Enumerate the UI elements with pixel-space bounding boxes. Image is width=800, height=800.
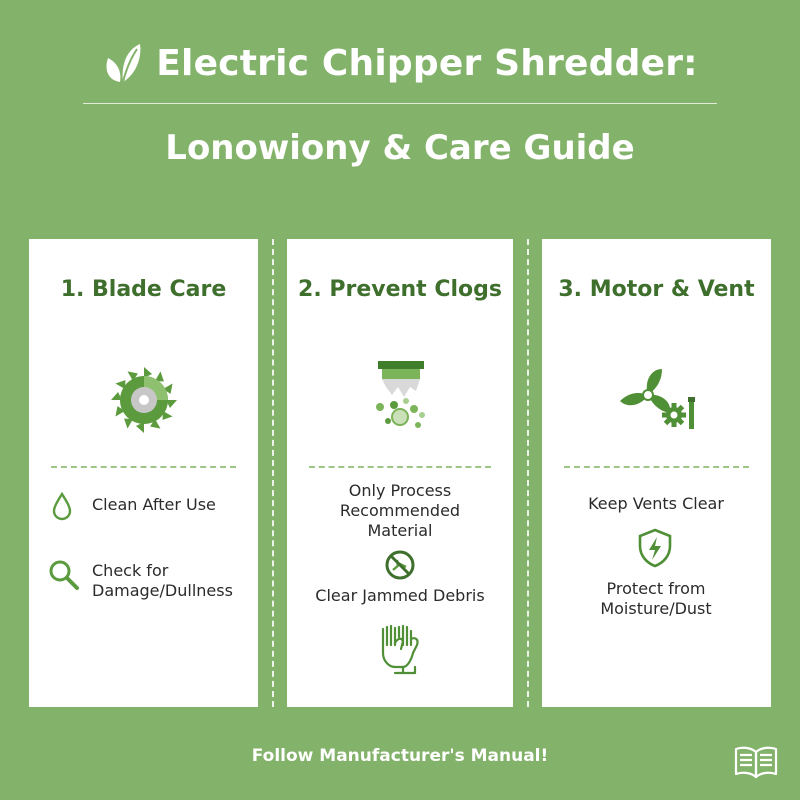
panel-heading: 1. Blade Care (60, 277, 227, 302)
title-divider (83, 103, 717, 104)
panel-separator (272, 239, 274, 707)
footer-note: Follow Manufacturer's Manual! (251, 746, 549, 766)
panel-heading: 2. Prevent Clogs (298, 277, 502, 302)
item-check-damage: Check for Damage/Dullness (92, 561, 233, 600)
page-title: Electric Chipper Shredder: (156, 42, 698, 84)
no-branches-icon (384, 549, 416, 581)
item-only-process: Only Process Recommended Material (339, 481, 461, 540)
page-subtitle: Lonowiony & Care Guide (165, 128, 635, 168)
magnifier-icon (48, 559, 80, 591)
panel-motor-vent (542, 239, 771, 707)
hopper-debris-icon (370, 357, 432, 437)
saw-blade-icon (108, 364, 180, 436)
open-book-icon (733, 744, 779, 780)
water-drop-icon (51, 492, 73, 522)
panel-prevent-clogs (287, 239, 513, 707)
panel-divider (51, 466, 236, 468)
panel-separator (527, 239, 529, 707)
title-row (0, 30, 800, 96)
item-clear-jammed: Clear Jammed Debris (315, 586, 485, 605)
panel-divider (309, 466, 491, 468)
leaf-icon (102, 40, 144, 86)
shield-bolt-icon (637, 528, 673, 568)
gloves-icon (377, 623, 425, 675)
item-keep-vents-clear: Keep Vents Clear (588, 494, 724, 513)
panel-heading: 3. Motor & Vent (558, 277, 755, 302)
item-protect-moisture: Protect from Moisture/Dust (600, 579, 712, 618)
panel-divider (564, 466, 749, 468)
panel-blade-care (29, 239, 258, 707)
item-clean-after-use: Clean After Use (92, 495, 216, 514)
fan-gear-icon (618, 363, 700, 433)
